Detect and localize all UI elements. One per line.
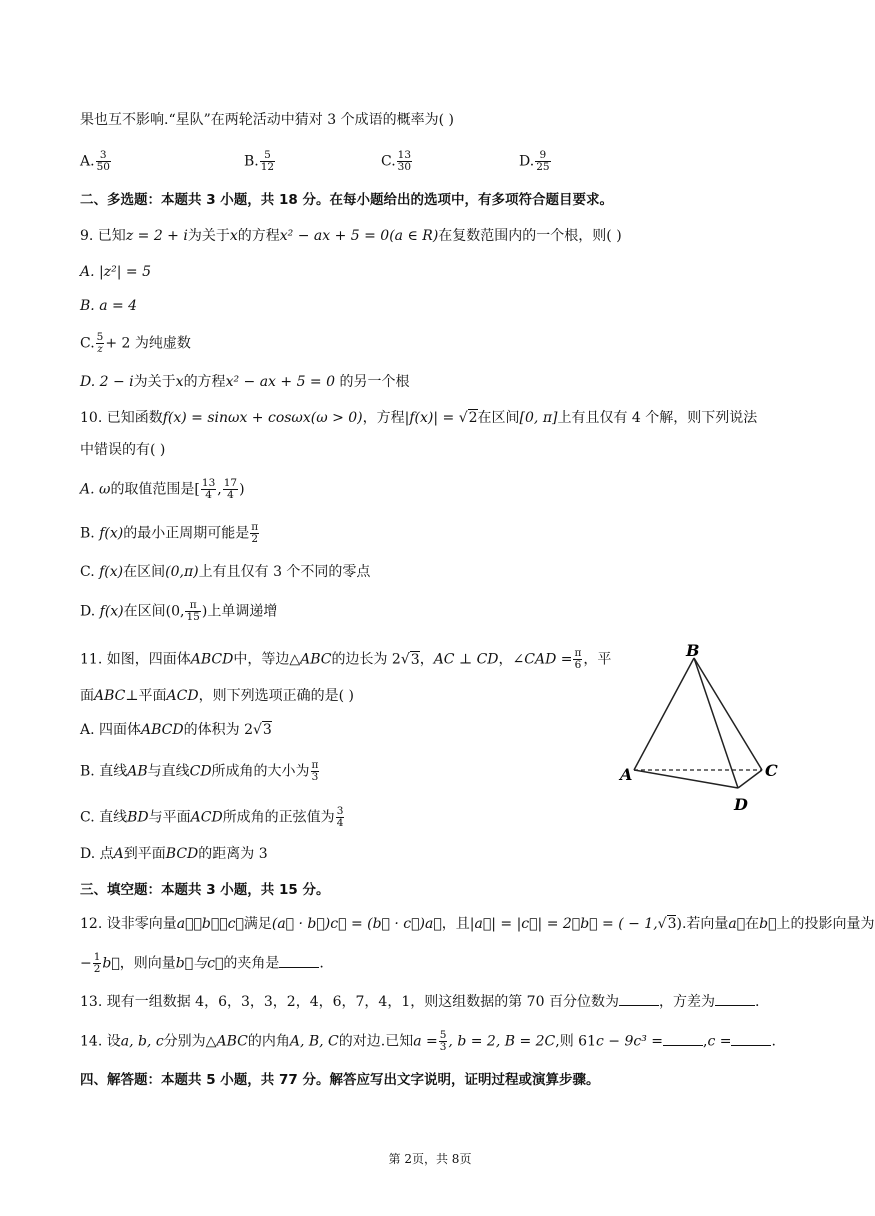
sqrt-radicand: 2 [468,410,478,426]
vertex-label-d: D [734,795,748,814]
numerator: 9 [535,150,550,162]
math: f(x) = sinωx + cosωx(ω > 0) [162,410,363,426]
text: C. 直线 [80,809,128,826]
text: 所成角的大小为 [211,763,310,780]
math: b⃗ [759,916,777,932]
math: B. a = 4 [80,298,138,314]
option-label: A. [80,153,95,170]
math: [0, π] [519,410,558,426]
text: 满足 [243,916,272,932]
text: . [319,955,324,972]
section-heading-solution [80,1070,599,1090]
fraction [93,952,102,975]
math: x² − ax + 5 = 0 [225,374,336,390]
q12-stem-line1 [80,914,875,934]
denominator: 25 [536,161,550,173]
q12-stem-line2 [80,952,324,975]
math: A [113,846,124,862]
text: 所成角的正弦值为 [222,809,335,826]
text: 10. 已知函数 [80,410,163,426]
math: AB [127,763,148,780]
math: a⃗ [728,916,746,932]
math: b⃗ [102,955,120,972]
edge-bc [694,658,762,770]
math: ABC [216,1033,248,1050]
math: AC ⊥ CD [433,651,499,668]
q8-stem-tail: 果也互不影响.“星队”在两轮活动中猜对 3 个成语的概率为( ) [80,112,454,128]
option-label: C. [381,153,396,170]
q9-option-c [80,332,191,355]
denominator: 50 [96,161,110,173]
q8-option-c [381,150,413,173]
text: ,则 61 [555,1033,596,1050]
numerator: 5 [260,150,275,162]
text: 的边长为 2√ [331,651,410,668]
text: 为关于 [187,228,230,244]
text: 的夹角是 [223,955,280,972]
text: . [754,994,760,1010]
math: c − 9c³ = [595,1033,663,1050]
denominator: 3 [311,771,319,783]
denominator: 15 [186,611,200,623]
math: c = [707,1033,732,1050]
math: f(x) [99,564,124,580]
math: (a⃗ · b⃗)c⃗ = (b⃗ · c⃗)a⃗ [271,916,442,932]
math: A, B, C [289,1033,339,1050]
section-text: 三、填空题：本题共 3 小题，共 15 分。 [80,882,330,898]
option-label: B. [244,153,259,170]
fraction [535,150,550,173]
math: ABC [94,688,126,704]
fraction [96,332,105,355]
q10-option-a [80,478,245,501]
fraction [439,1030,448,1053]
denominator: 2 [251,533,259,545]
text: 分别为△ [163,1033,217,1050]
fraction [223,478,238,501]
text: 的距离为 3 [198,846,268,862]
q8-option-b [244,150,276,173]
vertex-label-c: C [765,761,778,780]
text: 的体积为 2√ [183,722,262,738]
text: C. [80,335,95,352]
math: ABC [300,651,332,668]
section-heading-multiple-choice [80,190,613,210]
math: b⃗与c⃗ [175,955,224,972]
answer-blank[interactable] [715,993,755,1006]
math: ABCD [141,722,184,738]
text: ，则向量 [119,955,176,972]
text: , [703,1033,708,1050]
math: , b = 2, B = 2C [448,1033,556,1050]
edge-cd [738,770,762,788]
q9-option-b [80,296,137,316]
text: − [80,955,92,972]
fraction [573,648,582,671]
fraction [311,760,320,783]
math: (0,π) [165,564,199,580]
text: 11. 如图，四面体 [80,651,191,668]
text: 与直线 [147,763,190,780]
text: 在区间(0, [123,603,185,620]
text: 为关于 [133,374,176,390]
denominator: 3 [439,1041,447,1053]
q8-option-a [80,150,112,173]
text: 9. 已知 [80,228,126,244]
text: 的对边.已知 [338,1033,414,1050]
text: 13. 现有一组数据 4，6，3，3，2，4，6，7，4，1，则这组数据的第 70 百分位数为 [80,994,619,1010]
text: 在区间 [477,410,520,426]
denominator: 4 [227,489,234,501]
numerator: 3 [96,150,111,162]
sqrt-radicand: 3 [262,722,272,738]
text: ， [498,651,513,668]
fraction [201,478,216,501]
text: 中，等边△ [233,651,301,668]
page-footer: 第 2页，共 8页 [388,1152,472,1166]
q10-option-b [80,522,260,545]
numerator: 13 [201,477,216,489]
q13-stem [80,992,759,1012]
vertex-label-a: A [620,765,633,784]
text: 上有且仅有 4 个解，则下列说法 [557,410,758,426]
math: ABCD [190,651,234,668]
math: f(x) [99,525,124,542]
text: ，平 [583,651,612,668]
math: A. ω [80,481,111,498]
text: ， [419,651,434,668]
q10-stem-line1 [80,408,757,428]
numerator: π [574,647,582,659]
edge-ba [634,658,694,770]
q10-stem-line2: 中错误的有( ) [80,442,166,458]
math: BCD [165,846,199,862]
edge-bd [694,658,738,788]
text: 上的投影向量为 [776,916,875,932]
numerator: 13 [397,149,412,161]
numerator: 17 [223,477,238,489]
q11-stem-line1 [80,648,611,671]
math: D. 2 − i [80,374,134,390]
q10-option-d [80,600,277,623]
text: A. 四面体 [80,722,142,738]
text: , [217,481,222,498]
numerator: 5 [96,331,104,343]
numerator: 5 [439,1029,447,1041]
sqrt-radicand: 3 [667,916,677,932]
q11-option-b [80,760,320,783]
q11-option-a [80,720,272,740]
math: BD [127,809,149,826]
text: 上有且仅有 3 个不同的零点 [198,564,371,580]
q9-stem [80,226,622,246]
math: ACD [190,809,223,826]
text: ，方程 [362,410,405,426]
text: C. [80,564,100,580]
text: 在复数范围内的一个根，则( ) [438,228,622,244]
text: ) [239,481,245,498]
section-text: 四、解答题：本题共 5 小题，共 77 分。解答应写出文字说明，证明过程或演算步骤。 [80,1072,600,1088]
math: x [175,374,184,390]
denominator: 30 [397,161,412,173]
text: 的另一个根 [335,374,410,390]
sqrt-radicand: 3 [410,651,420,668]
vertex-label-b: B [686,641,700,660]
denominator: 2 [93,963,101,975]
text: . [771,1033,776,1050]
answer-blank[interactable] [663,1033,703,1046]
math: ACD [166,688,199,704]
math: a⃗，b⃗，c⃗ [176,916,244,932]
edge-ad [634,770,738,788]
math: f(x) [99,603,124,620]
math: a = [413,1033,438,1050]
fraction [250,522,259,545]
numerator: 1 [93,951,101,963]
answer-blank[interactable] [619,993,659,1006]
text: ，且 [441,916,470,932]
q11-option-d [80,844,268,864]
math: CD [189,763,212,780]
text: 在 [745,916,760,932]
math: ∠CAD = [512,651,573,668]
fraction [397,150,412,173]
text: 的取值范围是[ [110,481,200,498]
text: 面 [80,688,94,704]
tetrahedron-figure [612,636,792,820]
denominator: z [97,343,103,355]
text: 与平面 [148,809,191,826]
fraction [185,600,200,623]
text: + 2 为纯虚数 [105,335,191,352]
denominator: 12 [260,161,275,173]
fraction [260,150,275,173]
numerator: π [185,600,200,612]
text: )上单调递增 [201,603,278,620]
text: 14. 设 [80,1033,121,1050]
text: D. 点 [80,846,114,862]
answer-blank[interactable] [279,955,319,968]
text: 的方程 [237,228,280,244]
q8-option-d [519,150,552,173]
text: 的最小正周期可能是 [123,525,250,542]
denominator: 4 [205,489,212,501]
text: D. [80,603,100,620]
math: A. |z²| = 5 [80,264,151,280]
math: |f(x)| = √ [404,410,468,426]
fraction [336,806,345,829]
numerator: 3 [336,805,344,817]
text: ⊥平面 [125,688,167,704]
q10-option-c [80,562,370,582]
text: 在区间 [123,564,166,580]
math: x² − ax + 5 = 0(a ∈ R) [279,228,439,244]
section-text: 二、多选题：本题共 3 小题，共 18 分。在每小题给出的选项中，有多项符合题目要求。 [80,192,613,208]
text: B. 直线 [80,763,128,780]
q11-option-c [80,806,345,829]
numerator: π [251,521,259,533]
text: ，则下列选项正确的是( ) [198,688,354,704]
text: 的方程 [183,374,226,390]
text: 12. 设非零向量 [80,916,177,932]
q9-option-a [80,262,151,282]
math: z = 2 + i [125,228,188,244]
numerator: π [311,759,319,771]
denominator: 6 [574,659,582,671]
q9-option-d [80,372,409,392]
math: |a⃗| = |c⃗| = 2，b⃗ = ( − 1,√ [469,916,667,932]
answer-blank[interactable] [731,1033,771,1046]
text: ).若向量 [676,916,729,932]
text: 到平面 [123,846,166,862]
math: x [229,228,238,244]
fraction [96,150,111,173]
option-label: D. [519,153,535,170]
math: a, b, c [120,1033,164,1050]
text: ，方差为 [658,994,715,1010]
q11-stem-line2 [80,686,354,706]
text: 的内角 [247,1033,290,1050]
text: B. [80,525,100,542]
section-heading-fill-blank [80,880,329,900]
denominator: 4 [336,817,344,829]
q14-stem [80,1030,776,1053]
